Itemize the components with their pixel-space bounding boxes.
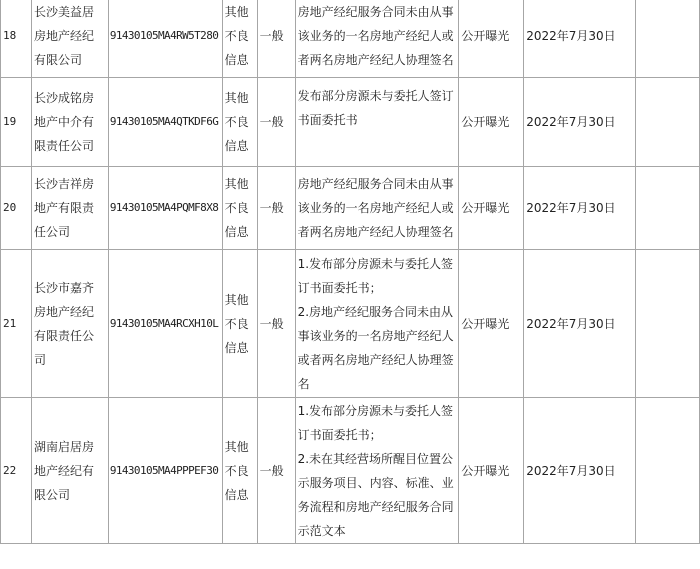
credit-type: 其他不良信息 [222,398,257,544]
empty-cell [636,398,700,544]
severity-level: 一般 [257,398,295,544]
publish-date: 2022年7月30日 [524,167,636,250]
publish-date: 2022年7月30日 [524,250,636,398]
credit-code: 91430105MA4RCXH10L [108,250,222,398]
table-row [1,398,700,544]
severity-level: 一般 [257,250,295,398]
credit-code: 91430105MA4PQMF8X8 [108,167,222,250]
empty-cell [636,0,700,78]
credit-type: 其他不良信息 [222,78,257,167]
credit-type: 其他不良信息 [222,167,257,250]
row-id: 20 [1,167,32,250]
empty-cell [636,78,700,167]
credit-code: 91430105MA4RW5T280 [108,0,222,78]
violation-detail: 1.发布部分房源未与委托人签订书面委托书； 2.房地产经纪服务合同未由从事该业务的一名房地产经纪人或者两名房地产经纪人协理签名 [295,250,459,398]
row-id: 18 [1,0,32,78]
company-name: 长沙市嘉齐房地产经纪有限责任公司 [31,250,108,398]
violation-detail: 房地产经纪服务合同未由从事该业务的一名房地产经纪人或者两名房地产经纪人协理签名 [295,0,459,78]
publish-date: 2022年7月30日 [524,398,636,544]
penalty-method: 公开曝光 [459,250,524,398]
penalty-method: 公开曝光 [459,78,524,167]
severity-level: 一般 [257,0,295,78]
table-row [1,78,700,167]
company-name: 长沙成铭房地产中介有限责任公司 [31,78,108,167]
severity-level: 一般 [257,167,295,250]
table-row [1,167,700,250]
credit-type: 其他不良信息 [222,250,257,398]
penalty-method: 公开曝光 [459,0,524,78]
violation-detail: 发布部分房源未与委托人签订书面委托书 [295,78,459,167]
company-name: 长沙吉祥房地产有限责任公司 [31,167,108,250]
row-id: 21 [1,250,32,398]
company-name: 长沙美益居房地产经纪有限公司 [31,0,108,78]
empty-cell [636,167,700,250]
publish-date: 2022年7月30日 [524,0,636,78]
credit-code: 91430105MA4PPPEF30 [108,398,222,544]
credit-code: 91430105MA4QTKDF6G [108,78,222,167]
row-id: 22 [1,398,32,544]
table-row [1,0,700,78]
penalty-method: 公开曝光 [459,398,524,544]
table-row [1,250,700,398]
empty-cell [636,250,700,398]
violation-detail: 1.发布部分房源未与委托人签订书面委托书； 2.未在其经营场所醒目位置公示服务项目、内容、标准、业务流程和房地产经纪服务合同示范文本 [295,398,459,544]
penalty-method: 公开曝光 [459,167,524,250]
row-id: 19 [1,78,32,167]
publish-date: 2022年7月30日 [524,78,636,167]
credit-type: 其他不良信息 [222,0,257,78]
company-name: 湖南启居房地产经纪有限公司 [31,398,108,544]
violation-detail: 房地产经纪服务合同未由从事该业务的一名房地产经纪人或者两名房地产经纪人协理签名 [295,167,459,250]
severity-level: 一般 [257,78,295,167]
